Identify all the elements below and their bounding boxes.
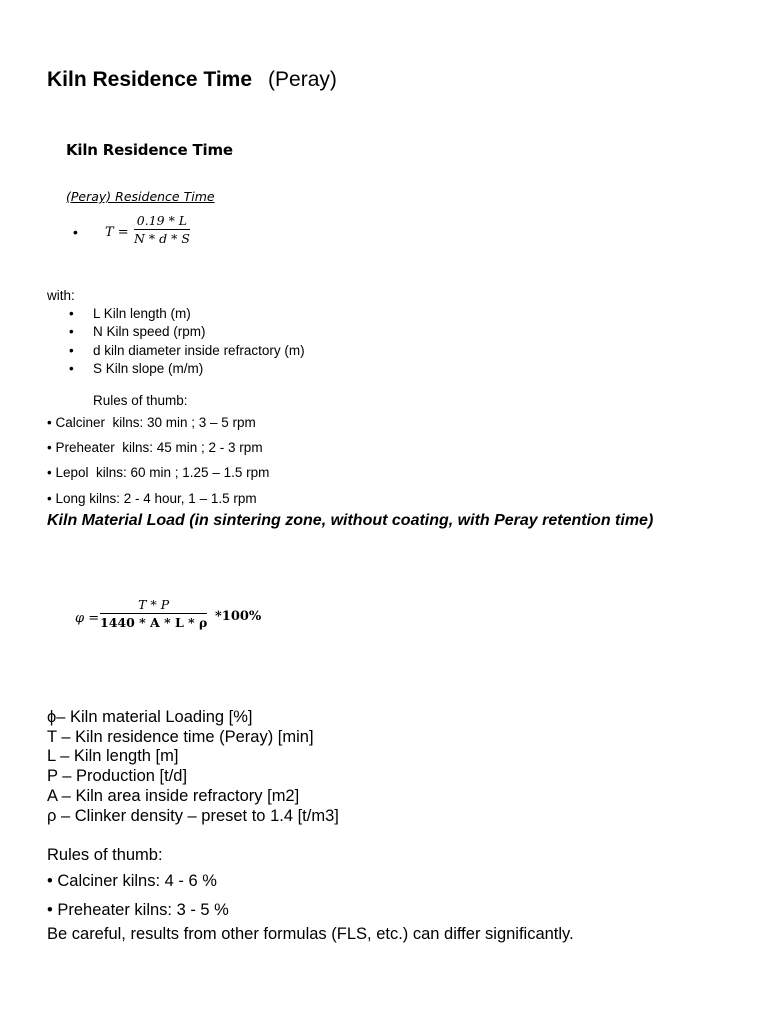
with-label: with: [47,288,75,303]
definition-item: A – Kiln area inside refractory [m2] [47,786,300,805]
definition-item: ϕ– Kiln material Loading [%] [47,708,253,726]
list-item: • L Kiln length (m) [47,305,305,323]
figure1-numerator: 0.19 * L [134,213,190,230]
definition-item: T – Kiln residence time (Peray) [min] [47,727,314,746]
definition-item: L – Kiln length [m] [47,747,179,766]
section-heading-material-load: Kiln Material Load (in sintering zone, without coating, with Peray retention time) [47,512,654,529]
page-title-main: Kiln Residence Time [47,68,253,91]
figure2-fraction [100,597,207,630]
page-title-sub: (Peray) [268,68,337,91]
definition-item: P – Production [t/d] [47,767,188,786]
rule-item: • Calciner kilns: 30 min ; 3 – 5 rpm [47,415,256,430]
rule-item: • Lepol kilns: 60 min ; 1.25 – 1.5 rpm [47,465,270,480]
rule-item: • Preheater kilns: 3 - 5 % [47,901,229,919]
list-item: • d kiln diameter inside refractory (m) [47,342,305,360]
list-item: • N Kiln speed (rpm) [47,323,305,341]
figure1-bullet: • [73,224,78,240]
caution-note: Be careful, results from other formulas (FLS, etc.) can differ significantly. [47,925,574,943]
figure2-numerator: T * P [100,597,207,614]
residence-time-formula-figure [55,130,255,264]
rules-of-thumb-title: Rules of thumb: [93,393,188,408]
material-load-formula-figure [72,596,292,646]
figure1-title: Kiln Residence Time [66,141,233,159]
definition-item: ρ – Clinker density – preset to 1.4 [t/m3] [47,806,339,825]
rule-item: • Preheater kilns: 45 min ; 2 - 3 rpm [47,440,263,455]
variable-list [47,305,305,378]
page-title [47,68,337,92]
definition-list [47,708,339,826]
figure2-lhs: φ = [75,611,100,626]
rules-of-thumb-title-2: Rules of thumb: [47,846,163,864]
figure1-lhs: T = [105,225,129,240]
list-item: • S Kiln slope (m/m) [47,360,305,378]
figure2-denominator: 1440 * A * L * ρ [100,615,208,630]
rule-item: • Calciner kilns: 4 - 6 % [47,872,217,890]
figure2-tail: *100% [215,609,262,624]
figure1-fraction [134,213,190,246]
rule-item: • Long kilns: 2 - 4 hour, 1 – 1.5 rpm [47,491,257,506]
figure1-subtitle: (Peray) Residence Time [66,189,215,204]
figure1-denominator: N * d * S [134,231,190,246]
